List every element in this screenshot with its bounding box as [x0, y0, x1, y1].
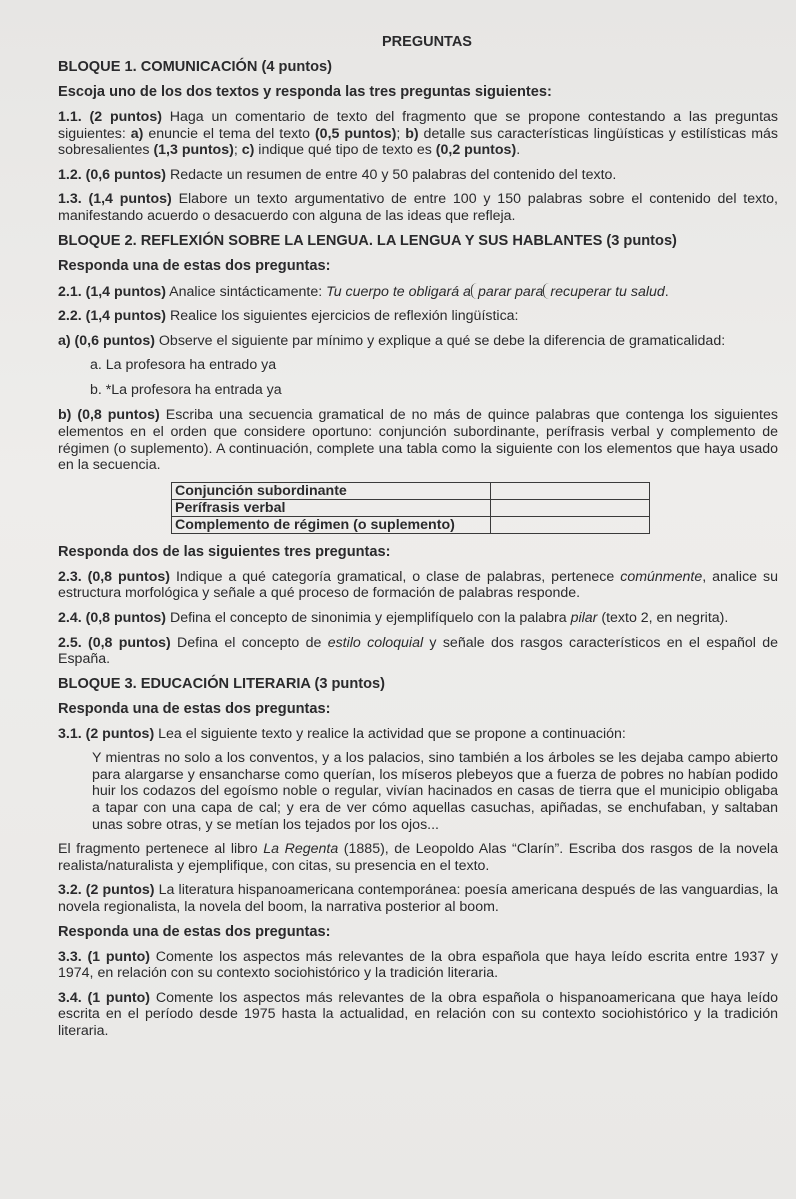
table-row	[172, 482, 650, 499]
question-1-1	[58, 109, 778, 159]
question-text: Analice sintácticamente:	[166, 283, 327, 300]
question-1-2	[58, 167, 778, 184]
block-1-heading: BLOQUE 1. COMUNICACIÓN (4 puntos)	[58, 59, 333, 75]
block-2-instruction-2: Responda dos de las siguientes tres preguntas:	[58, 543, 391, 560]
question-2-3	[58, 569, 778, 602]
option-letter: c)	[241, 142, 255, 159]
question-lead: 1.1. (2 puntos)	[58, 109, 162, 125]
question-3-1	[58, 726, 778, 743]
table-cell-empty	[491, 516, 650, 533]
question-text: La literatura hispanoamericana contemporánea: poesía americana después de las vanguardias, la novela regionalista, la novela del boom, la narrativa posterior al boom.	[58, 882, 778, 916]
question-lead: 2.1. (1,4 puntos)	[58, 283, 166, 300]
points: (1,3 puntos)	[153, 142, 234, 159]
block-3-instruction: Responda una de estas dos preguntas:	[58, 700, 331, 717]
analysis-sentence: Tu cuerpo te obligará a	[326, 283, 471, 300]
question-lead: 3.2. (2 puntos)	[58, 882, 155, 899]
question-text: ;	[396, 125, 406, 142]
block-2-instruction: Responda una de estas dos preguntas:	[58, 257, 331, 274]
question-2-1	[58, 283, 778, 301]
example-a: a. La profesora ha entrado ya	[90, 357, 277, 374]
block-3-instruction-2: Responda una de estas dos preguntas:	[58, 923, 331, 940]
block-2-heading: BLOQUE 2. REFLEXIÓN SOBRE LA LENGUA. LA LENGUA Y SUS HABLANTES (3 puntos)	[58, 232, 677, 249]
table-cell-label: Conjunción subordinante	[172, 482, 491, 499]
page-title: PREGUNTAS	[382, 34, 472, 50]
question-text: enuncie el tema del texto	[143, 125, 315, 142]
question-text: .	[664, 283, 669, 300]
fragment-note	[58, 841, 778, 874]
question-lead: 1.3. (1,4 puntos)	[58, 191, 172, 208]
handwritten-bracket-mark	[471, 283, 478, 299]
question-text: Lea el siguiente texto y realice la actividad que se propone a continuación:	[154, 725, 626, 742]
question-text: ;	[233, 142, 242, 159]
question-1-3	[58, 191, 778, 224]
question-lead: b) (0,8 puntos)	[58, 407, 160, 424]
question-text: (texto 2, en negrita).	[597, 609, 729, 626]
question-text: y señale dos rasgos característicos en el español de España.	[58, 634, 779, 668]
analysis-sentence: parar para	[477, 283, 544, 300]
option-letter: a)	[130, 125, 144, 142]
question-3-4	[58, 990, 778, 1040]
question-text: Defina el concepto de	[170, 634, 328, 651]
table-row	[172, 499, 650, 516]
question-3-2	[58, 882, 778, 915]
question-text: Elabore un texto argumentativo de entre 100 y 150 palabras sobre el contenido del texto, manifestando acuerdo o desacuerdo con alguna de las ideas que refleja.	[58, 191, 778, 224]
question-2-2-b	[58, 407, 778, 473]
table-cell-label: Complemento de régimen (o suplemento)	[172, 516, 491, 533]
block-3-heading: BLOQUE 3. EDUCACIÓN LITERARIA (3 puntos)	[58, 675, 386, 692]
question-text: detalle sus características lingüísticas y estilísticas más sobresalientes	[58, 125, 778, 159]
question-lead: 3.1. (2 puntos)	[58, 725, 155, 742]
points: (0,2 puntos)	[435, 142, 517, 159]
term: estilo coloquial	[327, 634, 424, 651]
term: comúnmente	[620, 568, 703, 585]
question-text: El fragmento pertenece al libro	[58, 841, 264, 858]
analysis-sentence: recuperar tu salud	[550, 283, 665, 300]
question-2-4	[58, 610, 778, 627]
question-lead: a) (0,6 puntos)	[58, 332, 155, 349]
literary-quote: Y mientras no solo a los conventos, y a los palacios, sino también a los árboles se les dejaba campo abierto para alargarse y ensancharse como querían, los míseros plebeyos que a fuerza de pobres no habían podido huir los codazos del egoísmo noble o regular, vivían hacinados en casas de tierra que el municipio obligaba a tapar con una capa de cal; y era de ver cómo aquellas casuchas, apiñadas, se enchufaban, y saltaban unas sobre otras, y se metían los tejados por los ojos...	[92, 750, 778, 833]
question-text: Defina el concepto de sinonimia y ejemplifíquelo con la palabra	[166, 609, 571, 626]
term: pilar	[570, 609, 598, 626]
question-lead: 2.4. (0,8 puntos)	[58, 609, 166, 626]
question-lead: 2.2. (1,4 puntos)	[58, 308, 166, 325]
question-2-5	[58, 635, 778, 668]
question-text: Realice los siguientes ejercicios de reflexión lingüística:	[166, 308, 519, 325]
answer-table	[171, 482, 650, 534]
question-text: Indique a qué categoría gramatical, o clase de palabras, pertenece	[170, 568, 621, 585]
option-letter: b)	[405, 125, 419, 142]
question-lead: 3.4. (1 punto)	[58, 989, 151, 1006]
question-2-2	[58, 308, 778, 325]
table-cell-label: Perífrasis verbal	[172, 499, 491, 516]
question-lead: 3.3. (1 punto)	[58, 948, 150, 965]
question-text: Haga un comentario de texto del fragmento que se propone contestando a las preguntas siguientes:	[58, 109, 778, 142]
example-b: b. *La profesora ha entrada ya	[90, 382, 282, 399]
question-2-2-a	[58, 333, 778, 350]
question-text: Observe el siguiente par mínimo y explique a qué se debe la diferencia de gramaticalidad:	[154, 332, 726, 349]
question-text: Comente los aspectos más relevantes de la obra española o hispanoamericana que haya leído escrita en el período desde 1975 hasta la actualidad, en relación con su contexto sociohistórico y la tradición literaria.	[58, 989, 778, 1039]
table-cell-empty	[491, 499, 650, 516]
book-title: La Regenta	[263, 841, 339, 858]
question-text: Escriba una secuencia gramatical de no más de quince palabras que contenga los siguientes elementos en el orden que considere oportuno: conjunción subordinante, perífrasis verbal y complemento de régimen (o suplemento). A continuación, complete una tabla como la siguiente con los elementos que haya usado en la secuencia.	[58, 407, 778, 474]
question-lead: 2.5. (0,8 puntos)	[58, 634, 171, 651]
question-lead: 2.3. (0,8 puntos)	[58, 568, 170, 585]
question-text: Redacte un resumen de entre 40 y 50 palabras del contenido del texto.	[166, 166, 617, 183]
question-text: indique qué tipo de texto es	[254, 142, 436, 159]
table-row	[172, 516, 650, 533]
table-cell-empty	[491, 482, 650, 499]
question-text: .	[516, 142, 521, 159]
points: (0,5 puntos)	[314, 125, 397, 142]
question-text: (1885), de Leopoldo Alas “Clarín”. Escriba dos rasgos de la novela realista/naturalista y ejemplifique, con citas, su presencia en el texto.	[58, 841, 778, 874]
question-lead: 1.2. (0,6 puntos)	[58, 166, 166, 183]
question-3-3	[58, 949, 778, 982]
question-text: , analice su estructura morfológica y señale a qué proceso de formación de palabras responde.	[58, 568, 778, 602]
question-text: Comente los aspectos más relevantes de la obra española que haya leído escrita entre 1937 y 1974, en relación con su contexto sociohistórico y la tradición literaria.	[58, 948, 779, 982]
block-1-instruction: Escoja uno de los dos textos y responda las tres preguntas siguientes:	[58, 84, 552, 100]
